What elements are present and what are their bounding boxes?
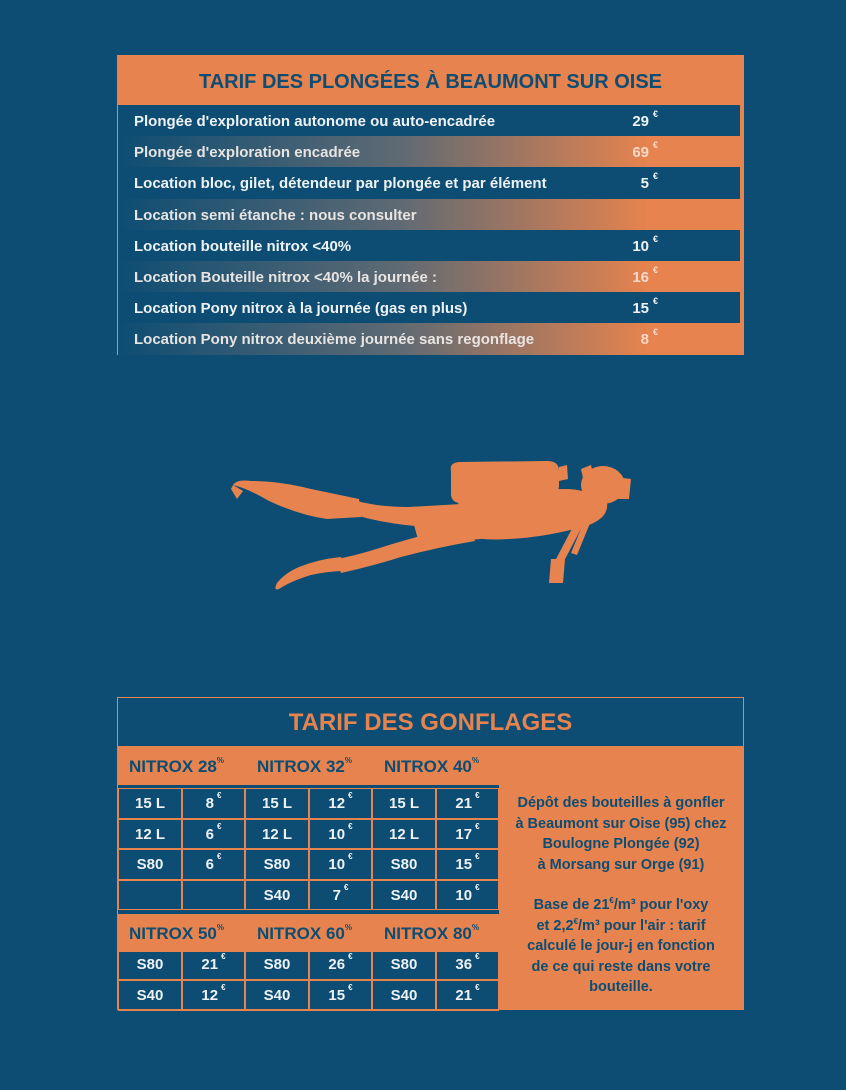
currency-sup: € [475,952,480,961]
tank-size: 12 L [134,825,165,843]
fill-price: 17 [455,825,473,843]
fill-base-line: calculé le jour-j en fonction [527,938,715,954]
fill-base-line: bouteille. [589,979,653,995]
dive-price-label: Location Bouteille nitrox <40% la journée : [134,268,437,286]
tank-size: S80 [136,856,164,873]
fill-price: 21 [455,795,473,812]
tank-size: 12 L [388,825,419,843]
dive-price-value: 8 [640,331,649,349]
fill-price: 15 [328,987,346,1004]
currency-sup: € [348,983,353,992]
fill-price-cell [309,880,372,911]
fill-price: 10 [328,825,346,843]
tank-size-cell [245,880,309,911]
currency-sup: € [475,791,480,800]
fill-note-line: Dépôt des bouteilles à gonfler [517,795,725,811]
tank-size-cell [372,849,436,880]
tank-size-cell [245,949,309,980]
tank-size-cell [118,788,182,819]
percent-sup: % [471,756,479,765]
tank-size-cell [372,880,436,911]
currency-sup: € [652,264,658,275]
tank-size-cell [372,949,436,980]
fill-info-panel [499,747,743,1009]
dive-price-value: 16 [632,268,649,286]
tank-size: S40 [390,886,418,904]
dive-price-label: Plongée d'exploration encadrée [134,144,361,162]
fill-price-cell [182,819,245,850]
tank-size: 15 L [261,795,292,812]
fill-price-cell [436,849,499,880]
fill-price-cell [182,880,245,911]
currency-sup: € [348,791,353,800]
nitrox-group-heading [245,747,372,785]
fill-base-line [499,916,743,937]
tank-size-cell [118,880,182,911]
fill-price: 12 [328,795,346,812]
tank-size-cell [372,819,436,850]
dive-price-value: 69 [632,144,649,162]
tank-size-cell [245,788,309,819]
currency-sup: € [573,916,579,926]
dive-price-row [118,230,743,261]
nitrox-group-heading [372,747,499,785]
currency-sup: € [216,852,222,861]
dive-price-value: 15 [632,300,649,318]
fill-price-cell [309,949,372,980]
currency-sup: € [609,896,614,905]
dive-price-rows [118,105,743,355]
fill-price-cell [309,849,372,880]
currency-sup: € [348,821,353,831]
tank-size-cell [372,788,436,819]
tank-size-cell [118,949,182,980]
dive-price-table [117,55,744,355]
fill-price: 10 [455,886,473,904]
fill-price-cell [182,949,245,980]
currency-sup: € [652,171,658,182]
row-edge [740,292,743,323]
fill-price-cell [436,880,499,911]
currency-sup: € [475,983,480,992]
tank-size: 15 L [388,795,419,812]
fill-base-line [499,895,743,916]
fill-price: 6 [205,825,214,843]
percent-sup: % [471,923,479,932]
currency-sup: € [343,882,349,892]
dive-price-label: Location bouteille nitrox <40% [134,237,352,255]
dive-price-row [118,292,743,323]
tank-size-cell [118,819,182,850]
fill-price-cell [182,849,245,880]
currency-sup: € [216,791,222,800]
tank-size: S40 [390,987,418,1004]
dive-price-label: Location semi étanche : nous consulter [134,206,417,224]
nitrox-group-heading [372,914,499,952]
currency-sup: € [652,140,658,151]
fill-price-table [117,697,744,1010]
tank-size: S80 [263,856,291,873]
percent-sup: % [344,923,352,932]
fill-price: 10 [328,856,346,873]
dive-price-value: 5 [640,175,649,193]
tank-size-cell [245,819,309,850]
currency-sup: € [652,109,658,119]
fill-price-cell [309,980,372,1011]
fill-note-line: Boulogne Plongée (92) [542,836,700,852]
row-edge [740,167,743,198]
fill-price: 21 [455,987,473,1004]
tank-size-cell [118,980,182,1011]
fill-price: 15 [455,856,473,873]
fill-price: 21 [201,956,219,973]
currency-sup: € [475,882,480,892]
currency-sup: € [652,327,658,338]
tank-size-cell [372,980,436,1011]
fill-base-oxy-a: Base de 21 [533,897,610,913]
tank-size-cell [118,849,182,880]
dive-price-row [118,199,743,230]
dive-price-row [118,167,743,198]
percent-sup: % [216,756,224,765]
row-edge [740,105,743,136]
currency-sup: € [221,983,226,992]
fill-price-cell [182,980,245,1011]
fill-base-air-b: /m³ pour l'air : tarif [578,917,706,934]
scuba-diver-icon [229,459,633,593]
tank-size-cell [245,849,309,880]
fill-price: 36 [455,956,473,973]
fill-price-cell [436,980,499,1011]
fill-price: 7 [332,886,341,904]
tank-size: 15 L [134,795,165,812]
tank-size: S80 [263,956,291,973]
fill-base-oxy-b: /m³ pour l'oxy [613,897,709,913]
fill-price: 6 [205,856,214,873]
fill-price: 12 [201,987,219,1004]
currency-sup: € [216,821,222,831]
nitrox-group-name: NITROX 40 [384,757,472,776]
fill-base-line: de ce qui reste dans votre [531,958,711,975]
nitrox-group-name: NITROX 32 [257,757,345,776]
currency-sup: € [652,233,658,244]
dive-price-label: Location bloc, gilet, détendeur par plongée et par élément [134,175,547,193]
nitrox-group-name: NITROX 80 [384,924,472,943]
dive-price-value: 10 [632,237,649,255]
fill-note-line: à Beaumont sur Oise (95) chez [515,815,727,832]
nitrox-group-name: NITROX 28 [129,757,217,776]
tank-size: S40 [263,886,291,904]
currency-sup: € [475,852,480,861]
fill-price: 8 [205,795,214,812]
fill-note-line: à Morsang sur Orge (91) [537,856,705,873]
fill-base-air-a: et 2,2 [536,917,574,934]
percent-sup: % [216,923,224,932]
dive-price-row [118,261,743,292]
currency-sup: € [652,296,658,307]
tank-size: 12 L [261,825,292,843]
tank-size: S40 [263,987,291,1004]
currency-sup: € [221,952,226,961]
dive-price-value: 29 [632,113,649,130]
nitrox-group-heading [245,914,372,952]
fill-price-cell [182,788,245,819]
nitrox-group-name: NITROX 60 [257,924,345,943]
tank-size: S80 [390,956,418,973]
fill-price-cell [436,788,499,819]
tank-size: S40 [136,987,164,1004]
dive-price-label: Location Pony nitrox deuxième journée sans regonflage [134,331,535,349]
dive-price-label: Plongée d'exploration autonome ou auto-encadrée [134,113,496,130]
fill-price-cell [309,788,372,819]
currency-sup: € [348,952,353,961]
tank-size-cell [245,980,309,1011]
tank-size: S80 [136,956,164,973]
percent-sup: % [344,756,352,765]
nitrox-group-name: NITROX 50 [129,924,217,943]
fill-price: 26 [328,956,346,973]
nitrox-group-heading [118,747,245,785]
fill-price-cell [436,949,499,980]
dive-price-row [118,136,743,167]
fill-price-cell [309,819,372,850]
row-edge [740,230,743,261]
dive-price-row [118,323,743,354]
dive-price-row [118,105,743,136]
dive-price-title: TARIF DES PLONGÉES À BEAUMONT SUR OISE [118,56,743,105]
currency-sup: € [348,852,353,861]
currency-sup: € [475,821,480,831]
nitrox-group-heading [118,914,245,952]
fill-price-cell [436,819,499,850]
fill-price-title: TARIF DES GONFLAGES [118,698,743,747]
dive-price-label: Location Pony nitrox à la journée (gas en plus) [134,300,468,318]
tank-size: S80 [390,856,418,873]
